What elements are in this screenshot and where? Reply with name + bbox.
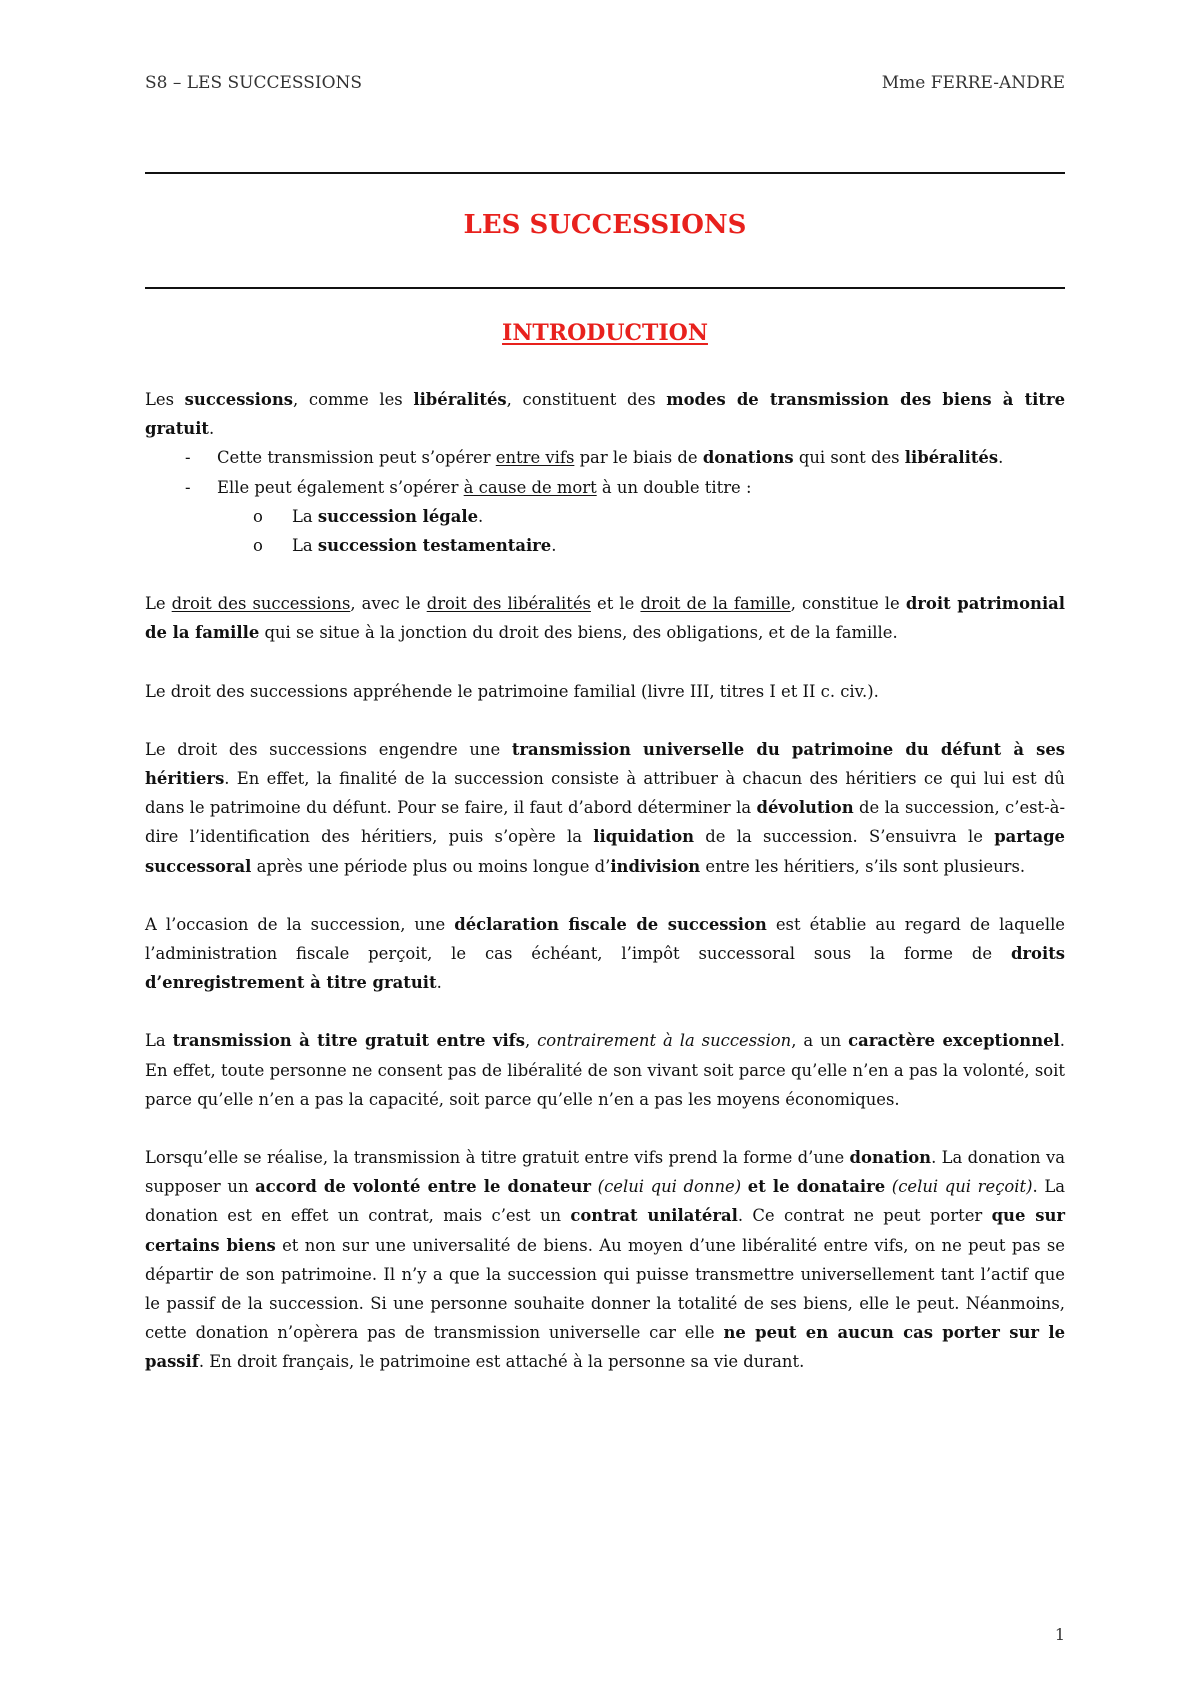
title-rule-bottom xyxy=(145,287,1065,289)
list-item: - Cette transmission peut s’opérer entre vifs par le biais de donations qui sont des libéralités. xyxy=(145,443,1065,472)
paragraph-3: Le droit des successions appréhende le patrimoine familial (livre III, titres I et II c. civ.). xyxy=(145,681,879,701)
document-title: LES SUCCESSIONS xyxy=(463,210,747,240)
paragraph-5: A l’occasion de la succession, une déclaration fiscale de succession est établie au regard de laquelle l’administration fiscale perçoit, le cas échéant, l’impôt successoral sous la forme de droits d’enregistrement à titre gratuit. xyxy=(145,914,1066,993)
circle-bullet: o xyxy=(253,536,263,556)
succession-types-list xyxy=(145,502,1065,560)
page-number: 1 xyxy=(1054,1625,1065,1644)
paragraph-6: La transmission à titre gratuit entre vifs, contrairement à la succession, a un caractère exceptionnel. En effet, toute personne ne consent pas de libéralité de son vivant soit parce qu’elle n’en a pas la volonté, soit parce qu’elle n’en a pas la capacité, soit parce qu’elle n’en a pas les moyens économiques. xyxy=(145,1031,1065,1109)
paragraph-1: Les successions, comme les libéralités, constituent des modes de transmission des biens à titre gratuit. xyxy=(145,390,1066,439)
document-body xyxy=(145,385,1065,1406)
transmission-list xyxy=(145,443,1065,501)
dash-bullet: - xyxy=(185,448,191,468)
circle-bullet: o xyxy=(253,506,263,526)
header-author: Mme FERRE-ANDRE xyxy=(881,73,1065,93)
paragraph-4: Le droit des successions engendre une transmission universelle du patrimoine du défunt à ses héritiers. En effet, la finalité de la succession consiste à attribuer à chacun des héritiers ce qui lui est dû dans le patrimoine du défunt. Pour se faire, il faut d’abord déterminer la dévolution de la succession, c’est-à-dire l’identification des héritiers, puis s’opère la liquidation de la succession. S’ensuivra le partage successoral après une période plus ou moins longue d’indivision entre les héritiers, s’ils sont plusieurs. xyxy=(145,739,1065,876)
section-title: INTRODUCTION xyxy=(502,320,708,346)
title-rule-top xyxy=(145,172,1065,174)
list-item: o La succession légale. xyxy=(145,502,1065,531)
list-item: - Elle peut également s’opérer à cause de mort à un double titre : xyxy=(145,473,1065,502)
dash-bullet: - xyxy=(185,477,191,497)
paragraph-7: Lorsqu’elle se réalise, la transmission à titre gratuit entre vifs prend la forme d’une donation. La donation va supposer un accord de volonté entre le donateur (celui qui donne) et le donataire (celui qui reçoit). La donation est en effet un contrat, mais c’est un contrat unilatéral. Ce contrat ne peut porter que sur certains biens et non sur une universalité de biens. Au moyen d’une libéralité entre vifs, on ne peut pas se départir de son patrimoine. Il n’y a que la succession qui puisse transmettre universellement tant l’actif que le passif de la succession. Si une personne souhaite donner la totalité de ses biens, elle le peut. Néanmoins, cette donation n’opèrera pas de transmission universelle car elle ne peut en aucun cas porter sur le passif. En droit français, le patrimoine est attaché à la personne sa vie durant. xyxy=(145,1148,1066,1372)
list-item: o La succession testamentaire. xyxy=(145,531,1065,560)
paragraph-2: Le droit des successions, avec le droit des libéralités et le droit de la famille, constitue le droit patrimonial de la famille qui se situe à la jonction du droit des biens, des obligations, et de la famille. xyxy=(145,594,1066,643)
header-course: S8 – LES SUCCESSIONS xyxy=(145,73,363,93)
running-header xyxy=(145,73,1065,93)
